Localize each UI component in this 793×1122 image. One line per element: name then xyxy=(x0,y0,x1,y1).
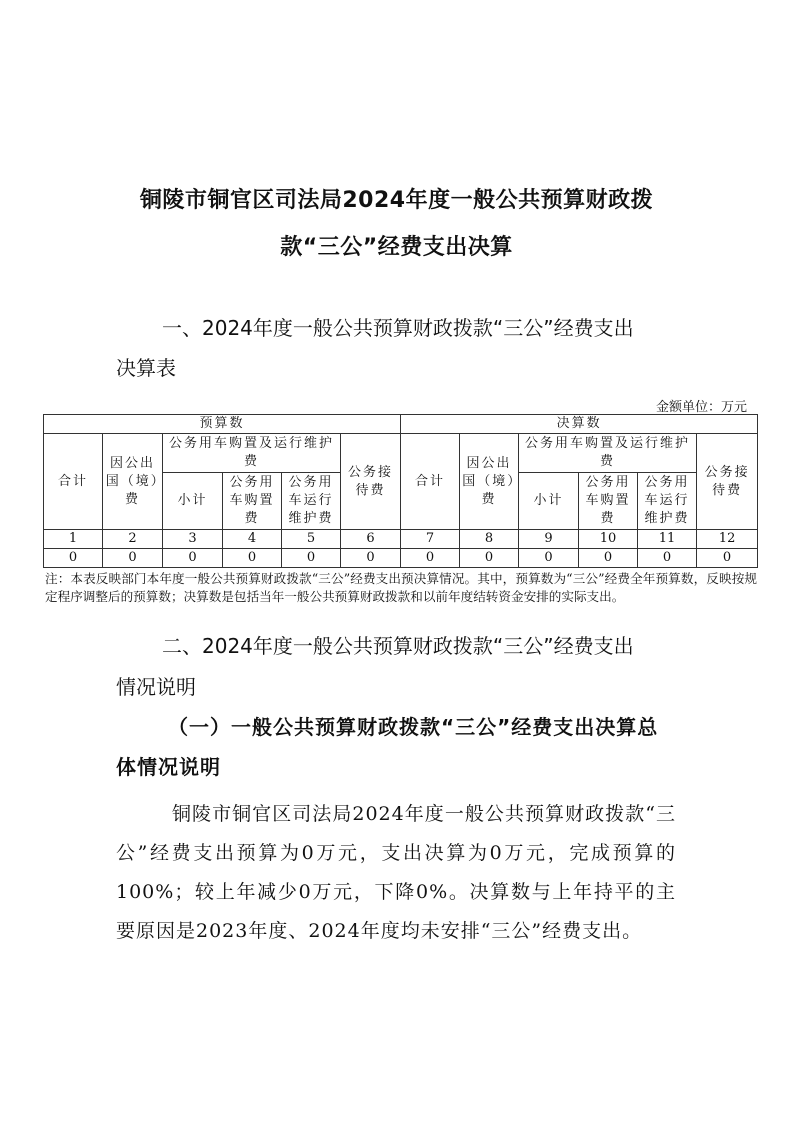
table-cell: 0 xyxy=(401,549,460,568)
document-title-line2: 款“三公”经费支出决算 xyxy=(280,235,513,260)
col-header-vehicle-purchase: 公务用车购置费 xyxy=(223,473,282,530)
table-cell: 5 xyxy=(282,530,341,549)
table-note: 注：本表反映部门本年度一般公共预算财政拨款“三公”经费支出预决算情况。其中，预算数为“三公”经费全年预算数，反映按规定程序调整后的预算数；决算数是包括当年一般公共预算财政拨款和以前年度结转资金安排的实际支出。 xyxy=(45,571,757,604)
group-header-final: 决算数 xyxy=(401,415,758,434)
section1-heading-line1: 一、2024年度一般公共预算财政拨款“三公”经费支出 xyxy=(162,316,634,340)
table-row-index xyxy=(44,530,758,549)
subsection1-heading-line1: （一）一般公共预算财政拨款“三公”经费支出决算总 xyxy=(168,715,659,739)
subsection1-heading-line2: 体情况说明 xyxy=(116,755,221,779)
document-title-line1: 铜陵市铜官区司法局2024年度一般公共预算财政拨 xyxy=(139,188,654,213)
table-cell: 4 xyxy=(223,530,282,549)
table-cell: 9 xyxy=(519,530,579,549)
table-cell: 0 xyxy=(103,549,163,568)
table-cell: 0 xyxy=(519,549,579,568)
table-cell: 10 xyxy=(579,530,638,549)
col-header-vehicle-group: 公务用车购置及运行维护费 xyxy=(163,434,341,473)
col-header-abroad: 因公出国（境）费 xyxy=(460,434,519,530)
table-cell: 0 xyxy=(282,549,341,568)
section2-heading-line1: 二、2024年度一般公共预算财政拨款“三公”经费支出 xyxy=(162,634,634,658)
col-header-vehicle-group: 公务用车购置及运行维护费 xyxy=(519,434,697,473)
table-cell: 8 xyxy=(460,530,519,549)
col-header-vehicle-operation: 公务用车运行维护费 xyxy=(638,473,697,530)
unit-label: 金额单位：万元 xyxy=(655,400,747,415)
col-header-reception: 公务接待费 xyxy=(341,434,401,530)
table-cell: 0 xyxy=(579,549,638,568)
col-header-reception: 公务接待费 xyxy=(697,434,758,530)
table-cell: 11 xyxy=(638,530,697,549)
table-cell: 1 xyxy=(44,530,103,549)
col-header-vehicle-purchase: 公务用车购置费 xyxy=(579,473,638,530)
col-header-total: 合计 xyxy=(44,434,103,530)
table-cell: 7 xyxy=(401,530,460,549)
table-cell: 2 xyxy=(103,530,163,549)
table-cell: 0 xyxy=(341,549,401,568)
table-cell: 0 xyxy=(460,549,519,568)
group-header-budget: 预算数 xyxy=(44,415,401,434)
table-cell: 0 xyxy=(44,549,103,568)
table-cell: 6 xyxy=(341,530,401,549)
table-cell: 0 xyxy=(697,549,758,568)
col-header-total: 合计 xyxy=(401,434,460,530)
table-cell: 0 xyxy=(638,549,697,568)
section1-heading-line2: 决算表 xyxy=(116,356,176,380)
section2-heading-line2: 情况说明 xyxy=(116,675,196,699)
col-header-subtotal: 小计 xyxy=(163,473,223,530)
table-cell: 0 xyxy=(223,549,282,568)
table-row-values xyxy=(44,549,758,568)
col-header-subtotal: 小计 xyxy=(519,473,579,530)
col-header-abroad: 因公出国（境）费 xyxy=(103,434,163,530)
table-cell: 3 xyxy=(163,530,223,549)
table-cell: 12 xyxy=(697,530,758,549)
summary-paragraph: 铜陵市铜官区司法局2024年度一般公共预算财政拨款“三公”经费支出预算为0万元，支出决算为0万元，完成预算的100%；较上年减少0万元，下降0%。决算数与上年持平的主要原因是2023年度、2024年度均未安排“三公”经费支出。 xyxy=(116,803,676,942)
table-cell: 0 xyxy=(163,549,223,568)
col-header-vehicle-operation: 公务用车运行维护费 xyxy=(282,473,341,530)
three-public-expenses-table xyxy=(43,414,758,568)
